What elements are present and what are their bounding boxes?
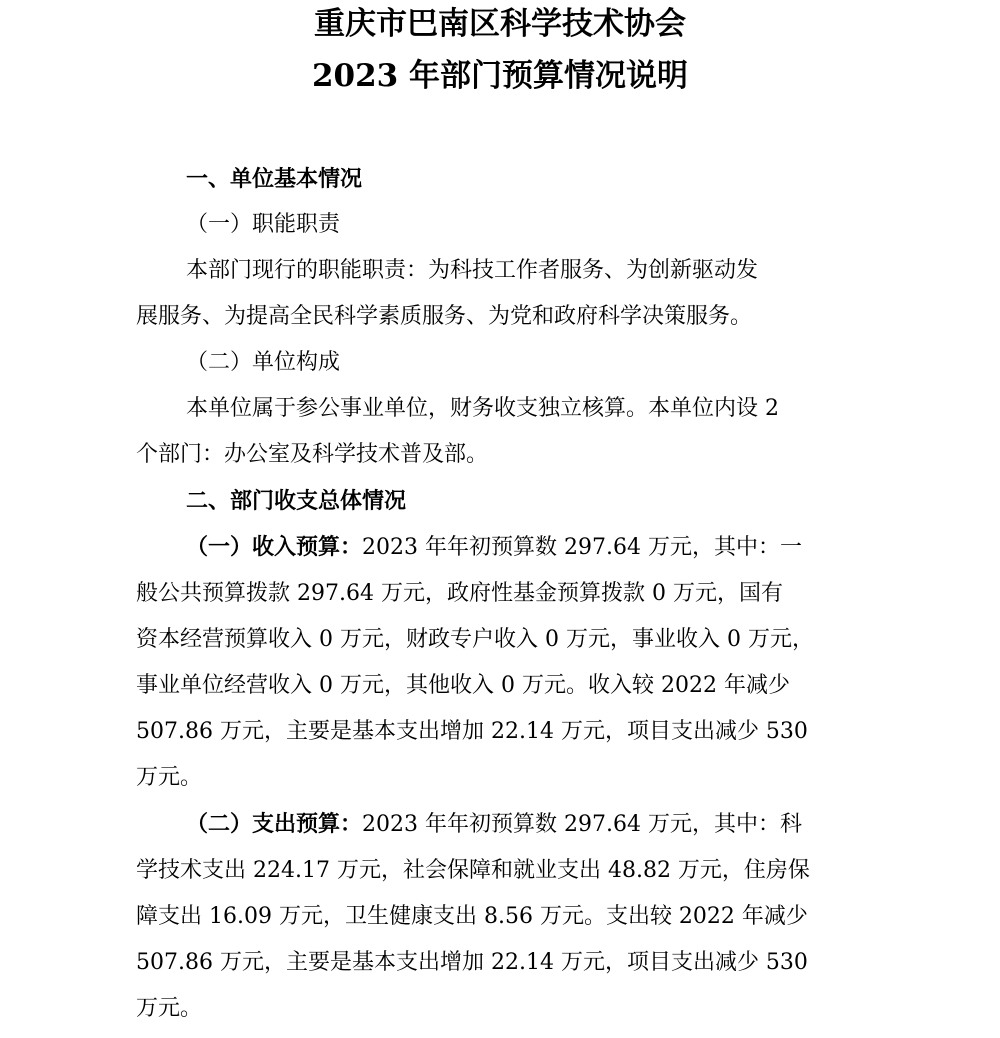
expense-label: （二）支出预算：: [186, 811, 363, 837]
document-title-line2: 2023 年部门预算情况说明: [311, 58, 689, 94]
document-title-line1: 重庆市巴南区科学技术协会: [314, 6, 686, 42]
document-body: [136, 156, 896, 1032]
duties-paragraph-line: 展服务、为提高全民科学素质服务、为党和政府科学决策服务。: [136, 304, 753, 329]
expense-paragraph-line: 万元。: [136, 996, 203, 1021]
expense-paragraph-line: 507.86 万元，主要是基本支出增加 22.14 万元，项目支出减少 530: [136, 950, 808, 975]
expense-paragraph-line: 学技术支出 224.17 万元，社会保障和就业支出 48.82 万元，住房保: [136, 858, 810, 883]
duties-paragraph-line: 本部门现行的职能职责：为科技工作者服务、为创新驱动发: [186, 258, 759, 283]
section1-heading: 一、单位基本情况: [186, 166, 363, 192]
income-paragraph-line: 万元。: [136, 765, 203, 790]
income-paragraph-line: [136, 524, 896, 571]
income-paragraph-line: 资本经营预算收入 0 万元，财政专户收入 0 万元，事业收入 0 万元，: [136, 627, 814, 652]
structure-paragraph-line: 本单位属于参公事业单位，财务收支独立核算。本单位内设 2: [186, 396, 779, 421]
income-paragraph-line: 般公共预算拨款 297.64 万元，政府性基金预算拨款 0 万元，国有: [136, 581, 783, 606]
structure-paragraph-line: 个部门：办公室及科学技术普及部。: [136, 442, 489, 467]
income-paragraph-line: 事业单位经营收入 0 万元，其他收入 0 万元。收入较 2022 年减少: [136, 673, 790, 698]
income-label: （一）收入预算：: [186, 534, 363, 560]
section2-heading: 二、部门收支总体情况: [186, 488, 407, 514]
subsection-structure-heading: （二）单位构成: [186, 350, 341, 375]
expense-paragraph-line: 障支出 16.09 万元，卫生健康支出 8.56 万元。支出较 2022 年减少: [136, 904, 808, 929]
income-paragraph-line: 507.86 万元，主要是基本支出增加 22.14 万元，项目支出减少 530: [136, 719, 808, 744]
subsection-duties-heading: （一）职能职责: [186, 212, 341, 237]
expense-paragraph-line: [136, 801, 896, 848]
income-text: 2023 年年初预算数 297.64 万元，其中：一: [362, 535, 802, 560]
expense-text: 2023 年年初预算数 297.64 万元，其中：科: [362, 812, 802, 837]
